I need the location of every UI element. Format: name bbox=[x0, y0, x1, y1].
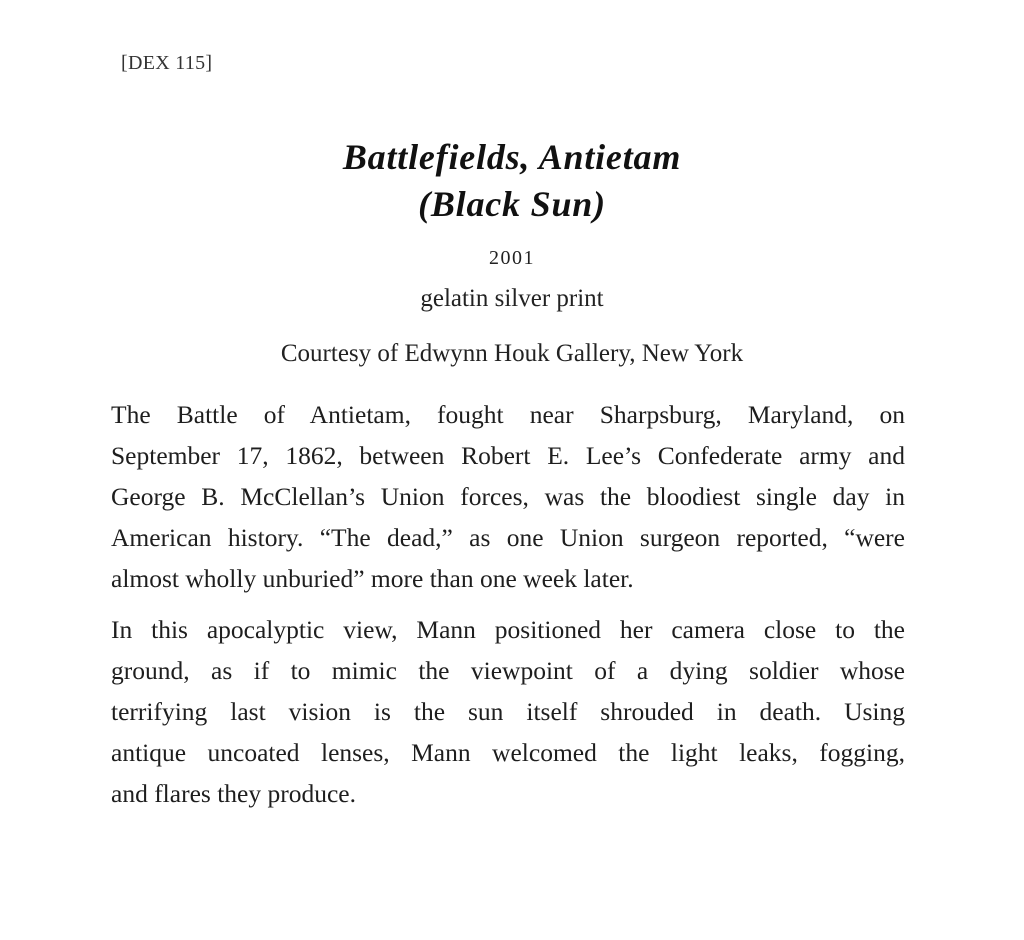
paragraph-line: almost wholly unburied” more than one week later. bbox=[111, 564, 634, 593]
reference-label: [DEX 115] bbox=[121, 52, 213, 74]
paragraph-line: American history. “The dead,” as one Union surgeon reported, “were bbox=[111, 523, 905, 552]
artwork-year: 2001 bbox=[489, 247, 535, 269]
artwork-title-line-2: (Black Sun) bbox=[418, 184, 606, 224]
paragraph-line: The Battle of Antietam, fought near Sharpsburg, Maryland, on bbox=[111, 400, 905, 429]
paragraph-line: terrifying last vision is the sun itself shrouded in death. Using bbox=[111, 697, 905, 726]
paragraph-line: September 17, 1862, between Robert E. Lee’s Confederate army and bbox=[111, 441, 905, 470]
artwork-medium: gelatin silver print bbox=[420, 285, 604, 312]
paragraph-line: and flares they produce. bbox=[111, 779, 356, 808]
artwork-title-line-1: Battlefields, Antietam bbox=[342, 137, 682, 177]
paragraph-line: ground, as if to mimic the viewpoint of a dying soldier whose bbox=[111, 656, 905, 685]
paragraph-line: In this apocalyptic view, Mann positioned her camera close to the bbox=[111, 615, 905, 644]
artwork-credit: Courtesy of Edwynn Houk Gallery, New York bbox=[280, 340, 744, 367]
paragraph-line: antique uncoated lenses, Mann welcomed the light leaks, fogging, bbox=[111, 738, 905, 767]
paragraph-line: George B. McClellan’s Union forces, was the bloodiest single day in bbox=[111, 482, 905, 511]
